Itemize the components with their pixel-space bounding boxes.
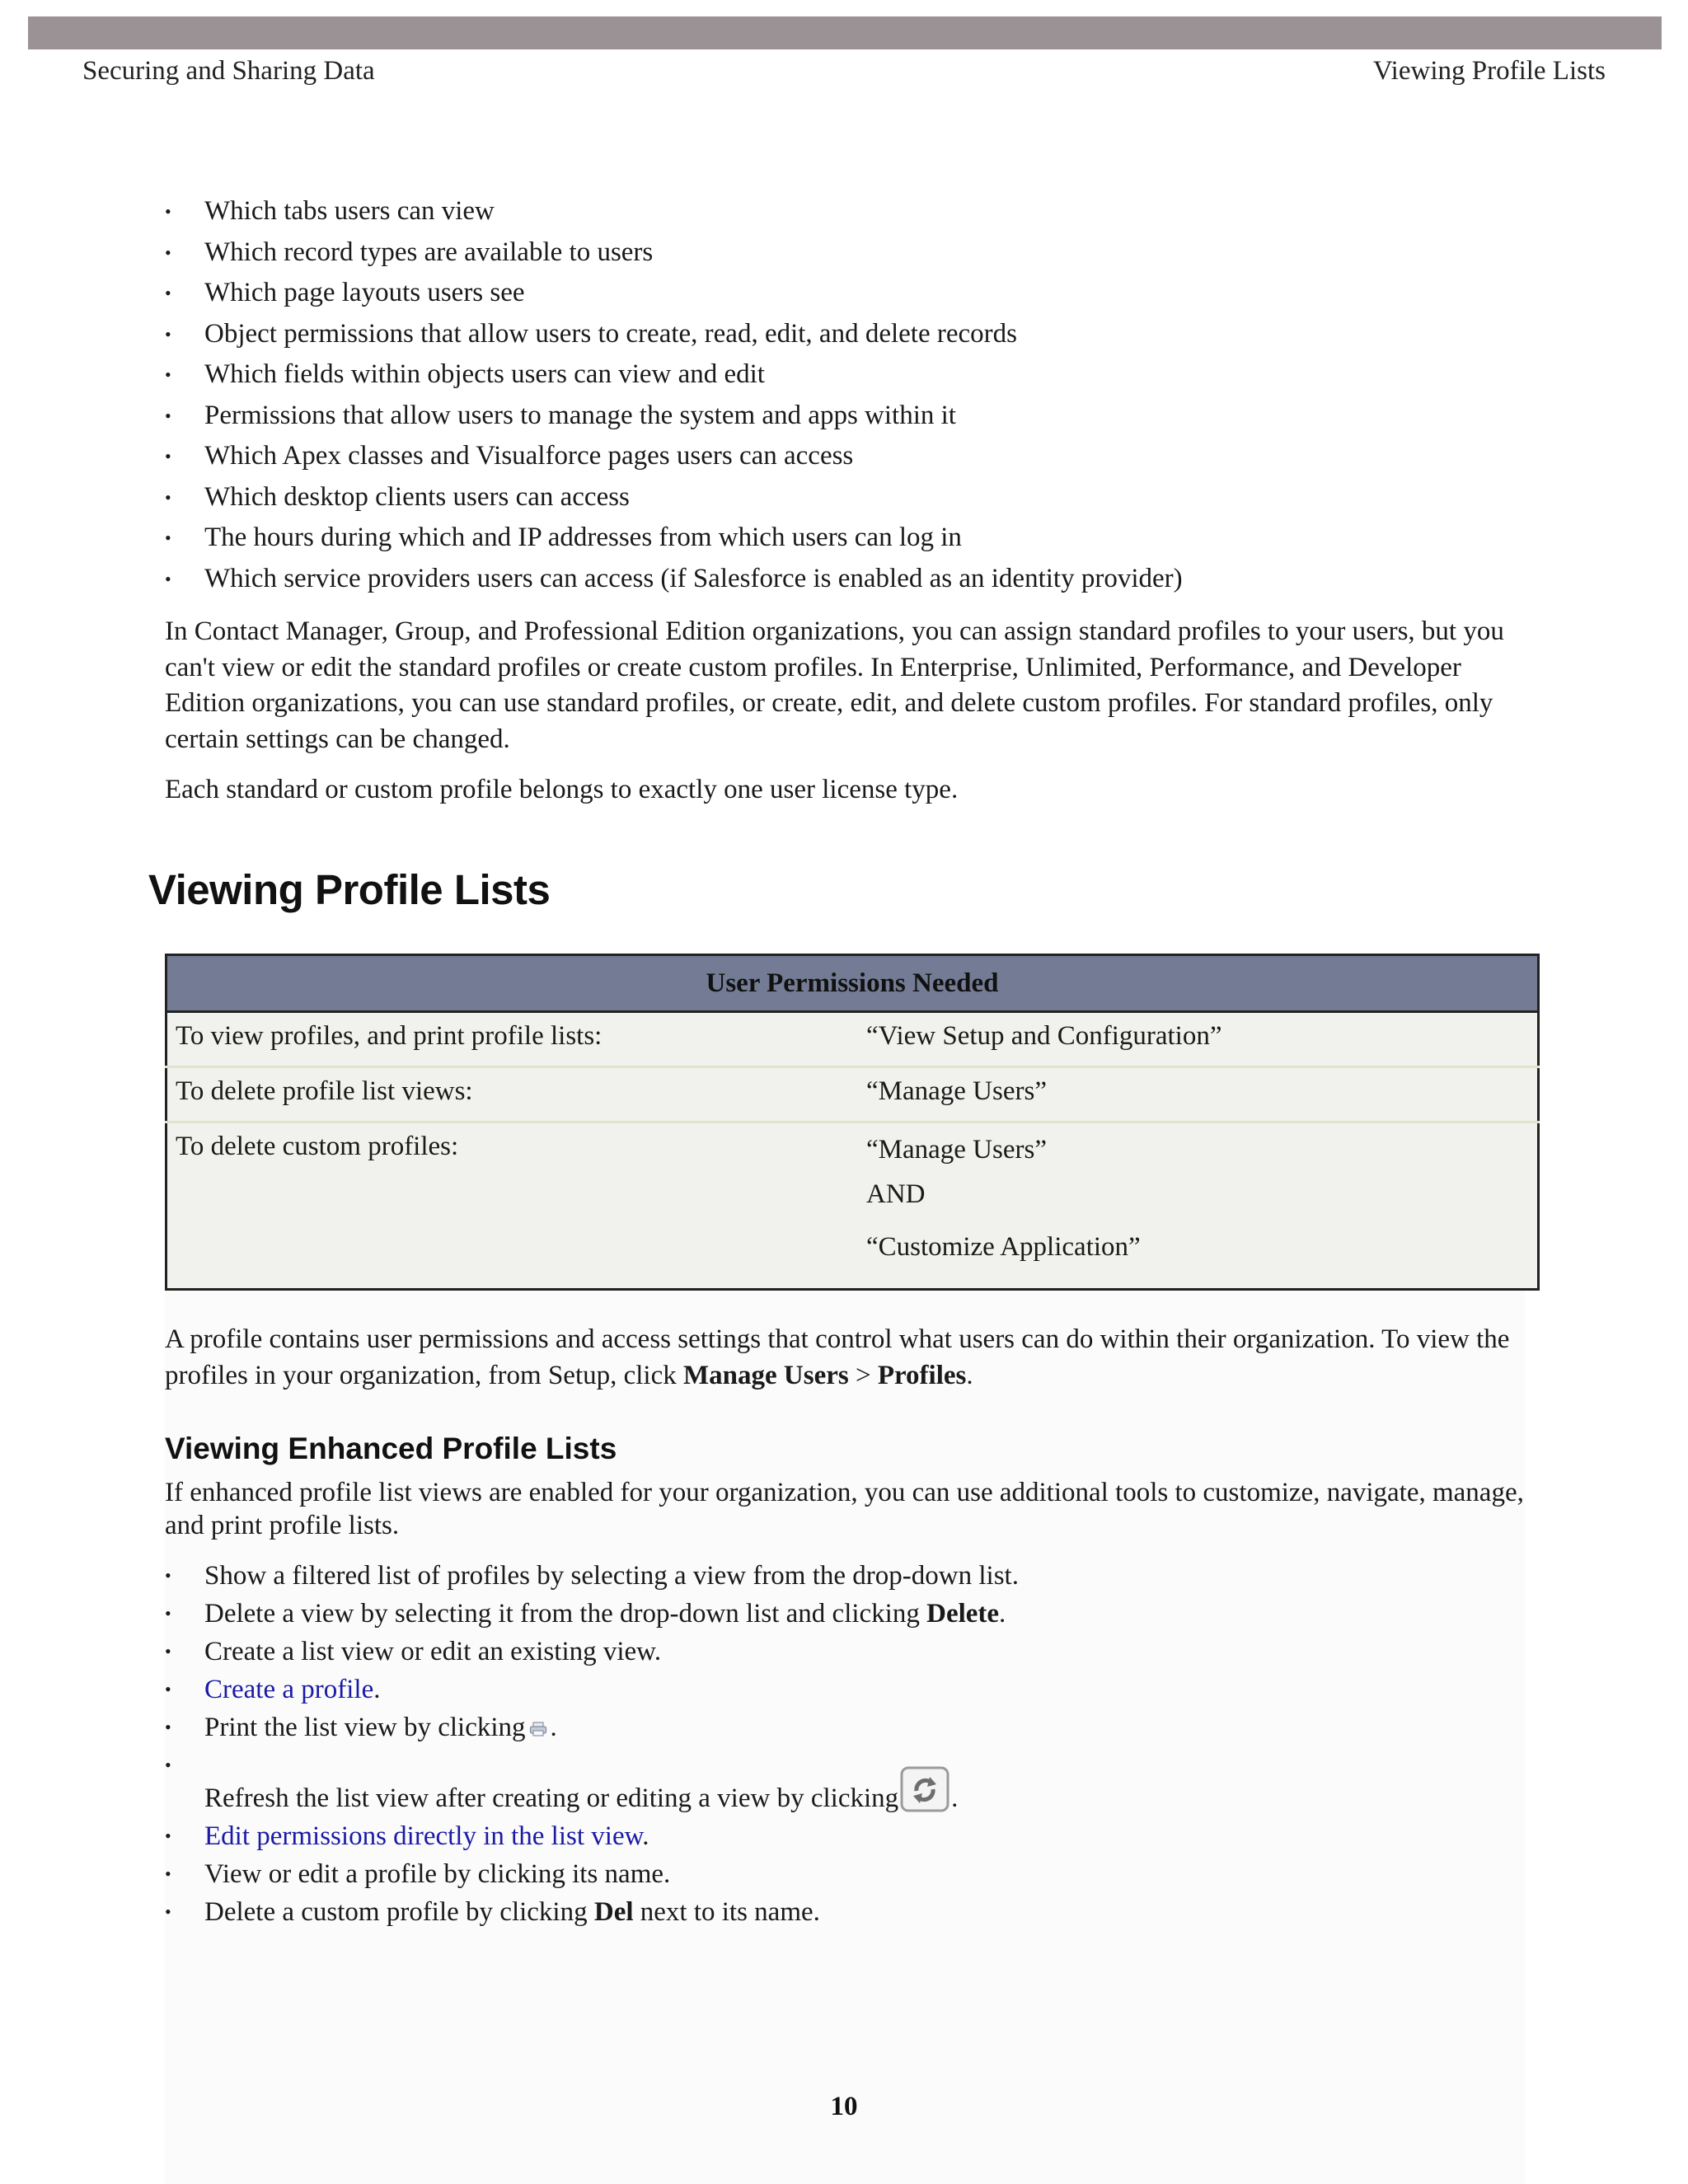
bullet-icon: • (165, 568, 171, 589)
profiles-section (165, 1322, 1541, 1931)
subsection-title: Viewing Enhanced Profile Lists (165, 1432, 617, 1465)
editions-paragraph: In Contact Manager, Group, and Professional Edition organizations, you can assign standard profiles to your users, but you can't view or edit the standard profiles or create custom profiles. In Enterprise, Unlimited, Performance, and Developer Edition organizations, you can use standard profiles, or create, edit, and delete custom profiles. For standard profiles, only certain settings can be changed. (165, 616, 1504, 754)
bullet-icon: • (165, 201, 171, 222)
permission-manage-users: “Manage Users” (866, 1135, 1047, 1165)
table-cell-task: To view profiles, and print profile lists: (166, 1012, 859, 1067)
bullet-icon: • (165, 1825, 171, 1846)
profiles-label: Profiles (877, 1360, 967, 1390)
table-row (166, 1012, 1539, 1067)
table-cell-permission (858, 1122, 1539, 1290)
manage-users-label: Manage Users (683, 1360, 849, 1390)
table-cell-permission: “Manage Users” (858, 1067, 1539, 1122)
table-cell-task: To delete custom profiles: (166, 1122, 859, 1290)
bullet-icon: • (165, 1679, 171, 1699)
bullet-icon: • (165, 241, 171, 263)
list-item: • Which desktop clients users can access (165, 477, 1541, 518)
permission-customize-application: “Customize Application” (866, 1232, 1141, 1262)
list-item: • View or edit a profile by clicking its name. (165, 1855, 1541, 1893)
bullet-icon: • (165, 323, 171, 344)
bullet-icon: • (165, 1717, 171, 1737)
bullet-icon: • (165, 283, 171, 303)
list-item: • Delete a custom profile by clicking Del next to its name. (165, 1893, 1541, 1931)
list-item: • Object permissions that allow users to create, read, edit, and delete records (165, 314, 1541, 355)
bullet-icon: • (165, 1863, 171, 1884)
table-row (166, 1122, 1539, 1290)
bullet-icon: • (165, 486, 171, 508)
list-item: • Which page layouts users see (165, 273, 1541, 314)
license-paragraph: Each standard or custom profile belongs to exactly one user license type. (165, 775, 959, 804)
bullet-icon: • (165, 405, 171, 426)
running-header-left: Securing and Sharing Data (82, 56, 375, 86)
list-item: • Which tabs users can view (165, 191, 1541, 232)
bullet-icon: • (165, 446, 171, 466)
list-item: • The hours during which and IP addresses from which users can log in (165, 518, 1541, 559)
list-item: • Show a filtered list of profiles by selecting a view from the drop-down list. (165, 1557, 1541, 1595)
list-item: • Delete a view by selecting it from the drop-down list and clicking Delete. (165, 1595, 1541, 1633)
edit-permissions-link[interactable]: Edit permissions directly in the list view (204, 1821, 643, 1851)
section-title: Viewing Profile Lists (148, 866, 551, 913)
print-icon (529, 1722, 547, 1736)
list-item: • Edit permissions directly in the list view. (165, 1817, 1541, 1855)
bullet-icon: • (165, 527, 171, 548)
permissions-table (165, 954, 1540, 1291)
list-item: • Refresh the list view after creating or editing a view by clicking . (165, 1746, 1541, 1817)
list-item: • Which Apex classes and Visualforce pages users can access (165, 436, 1541, 477)
intro-bullet-list (165, 191, 1541, 599)
list-item: • Which fields within objects users can view and edit (165, 354, 1541, 396)
permission-and: AND (866, 1179, 926, 1209)
table-cell-task: To delete profile list views: (166, 1067, 859, 1122)
table-row (166, 1067, 1539, 1122)
bullet-icon: • (165, 1641, 171, 1661)
intro-section (165, 191, 1541, 808)
bullet-icon: • (165, 1565, 171, 1586)
bullet-icon: • (165, 1901, 171, 1922)
list-item: • Permissions that allow users to manage the system and apps within it (165, 396, 1541, 437)
list-item: • Create a list view or edit an existing view. (165, 1633, 1541, 1671)
profile-description-paragraph: A profile contains user permissions and access settings that control what users can do within their organization. To view the profiles in your organization, from Setup, click Manage Users > Profiles. (165, 1324, 1510, 1390)
list-item: • Print the list view by clicking . (165, 1708, 1541, 1746)
bullet-icon: • (165, 1603, 171, 1624)
table-header: User Permissions Needed (166, 955, 1539, 1012)
header-bar (28, 16, 1662, 49)
list-item: • Which service providers users can access (if Salesforce is enabled as an identity provider) (165, 559, 1541, 600)
enhanced-bullet-list (165, 1557, 1541, 1931)
refresh-icon (900, 1766, 950, 1812)
enhanced-intro-paragraph: If enhanced profile list views are enabled for your organization, you can use additional tools to customize, navigate, manage, and print profile lists. (165, 1478, 1524, 1540)
table-cell-permission: “View Setup and Configuration” (858, 1012, 1539, 1067)
create-profile-link[interactable]: Create a profile (204, 1675, 374, 1704)
list-item: • Create a profile. (165, 1671, 1541, 1708)
delete-label: Delete (926, 1599, 1000, 1629)
bullet-icon: • (165, 364, 171, 385)
bullet-icon: • (165, 1755, 171, 1775)
del-label: Del (593, 1897, 634, 1927)
page-number: 10 (830, 2092, 858, 2121)
list-item: • Which record types are available to users (165, 232, 1541, 274)
running-header-right: Viewing Profile Lists (1372, 56, 1606, 86)
